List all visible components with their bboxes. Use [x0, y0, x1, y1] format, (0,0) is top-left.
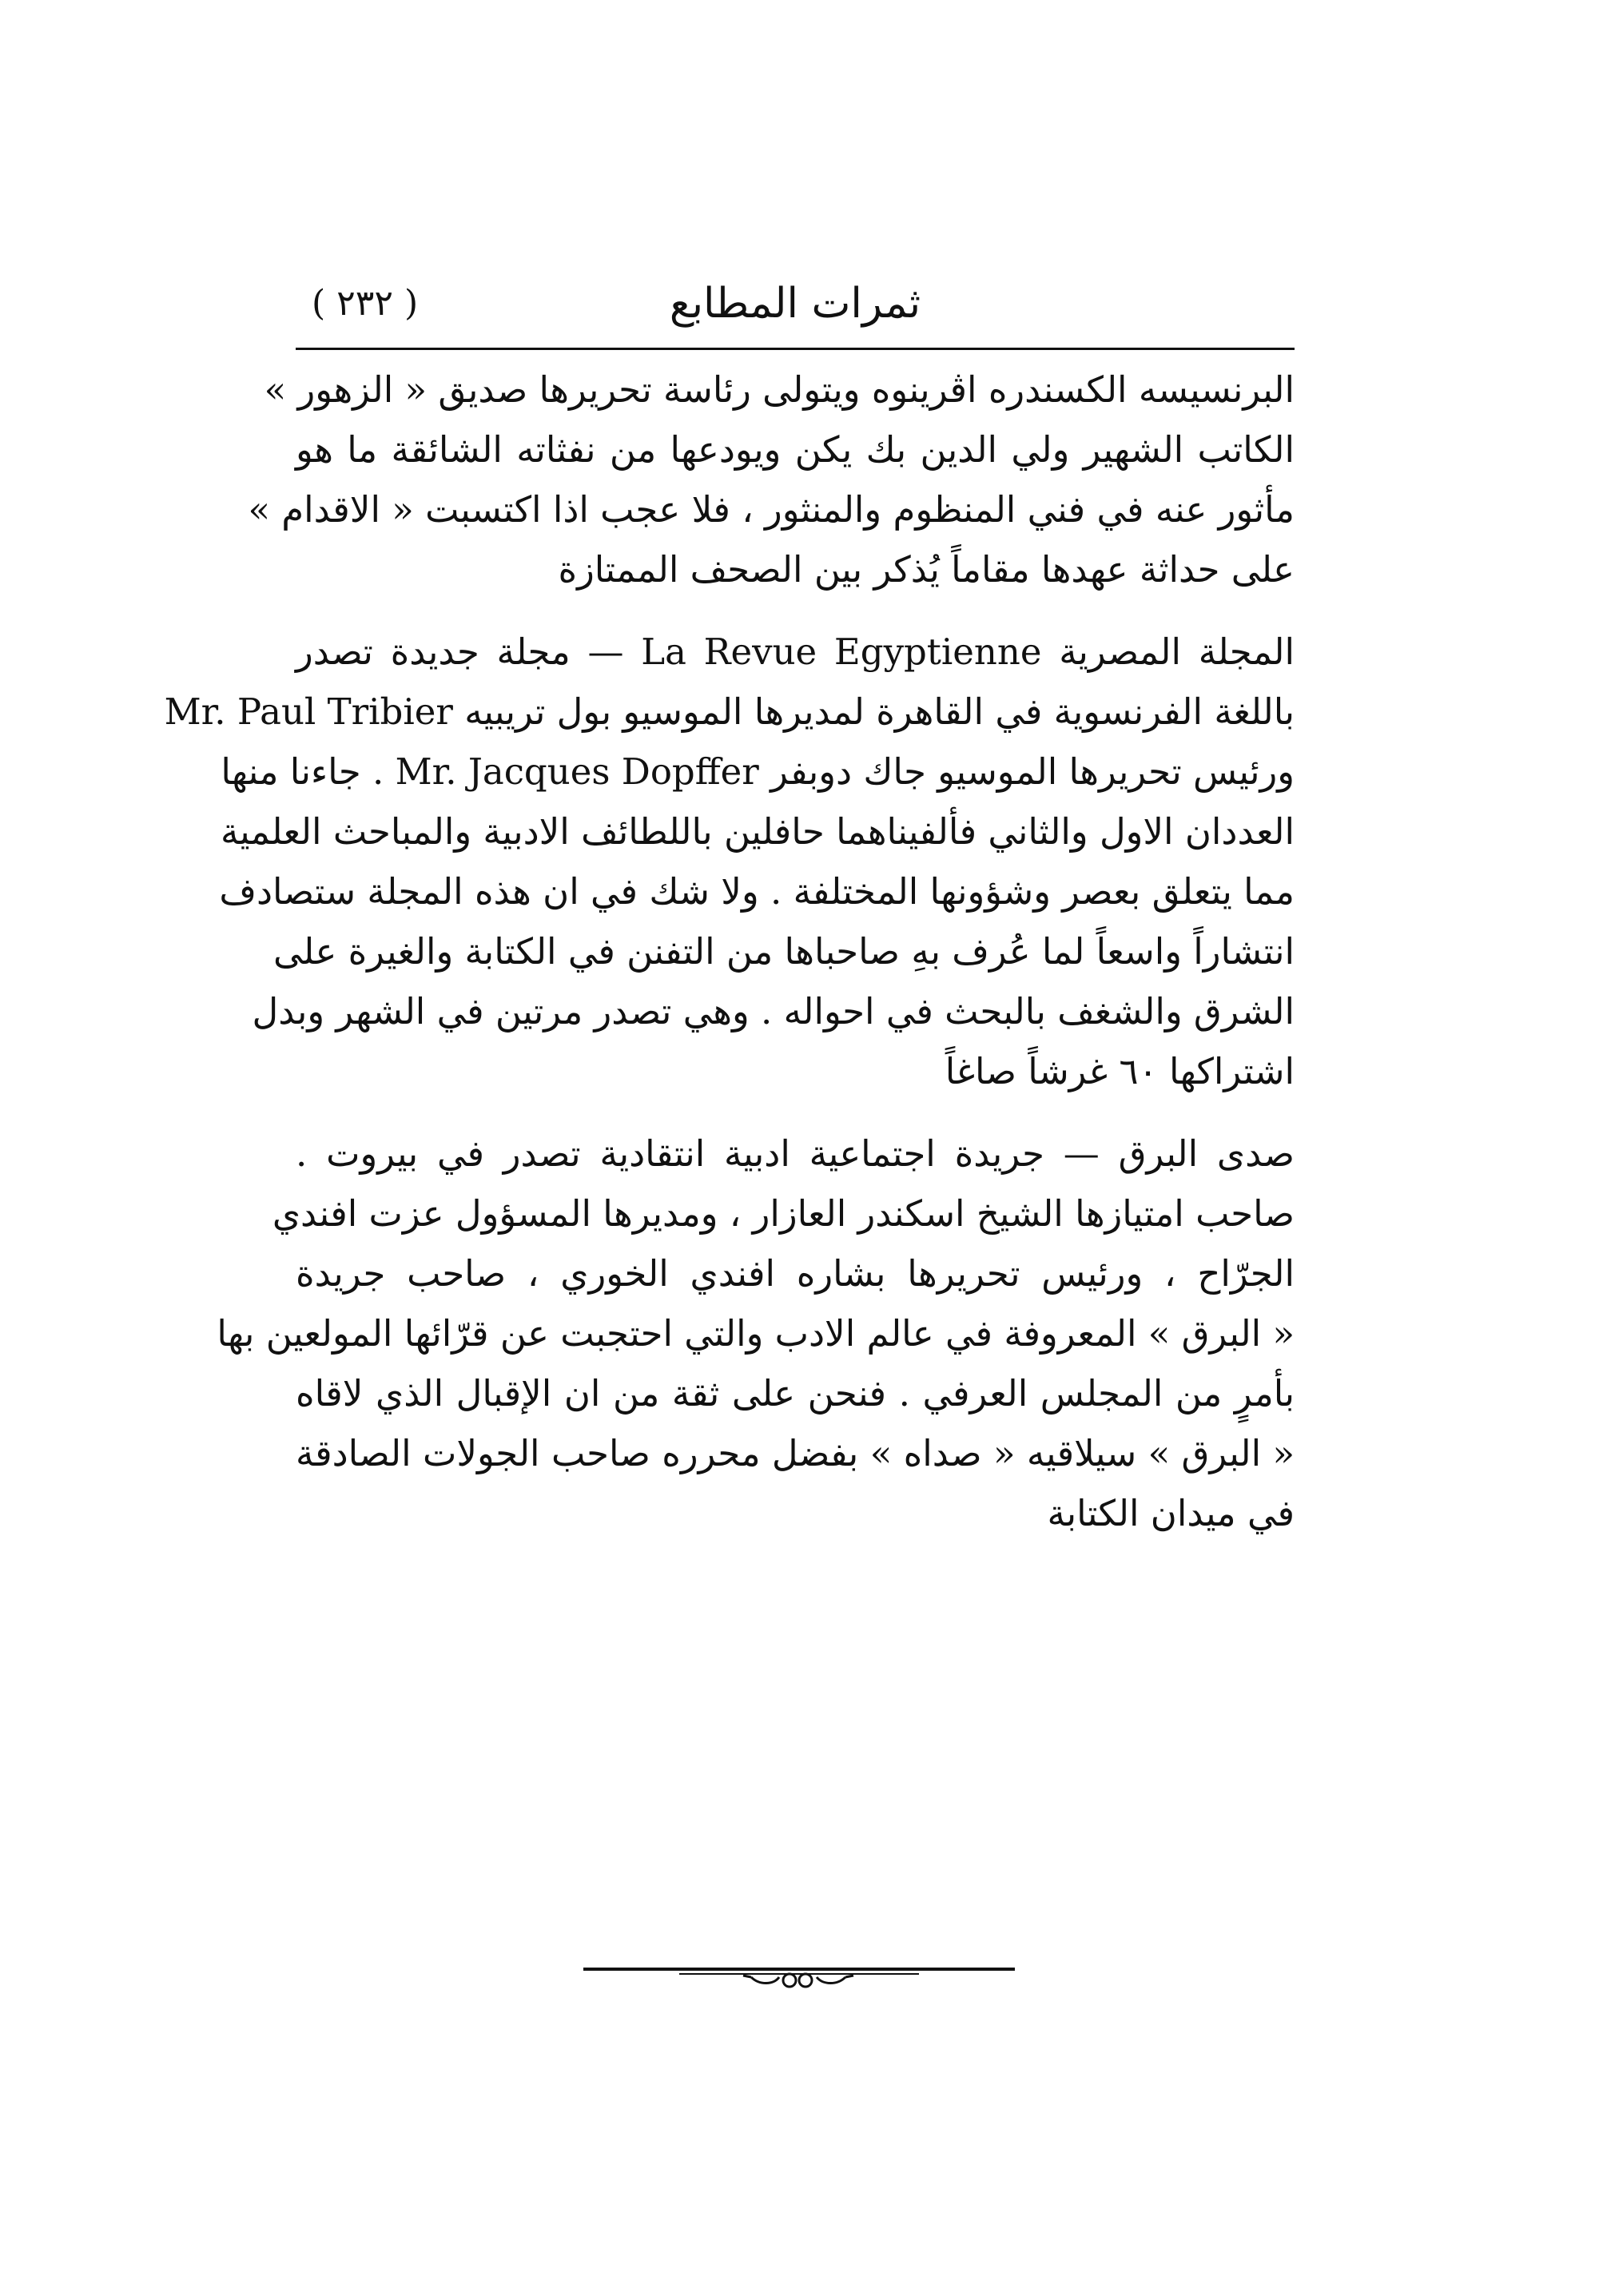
text-line: البرنسيسه الكسندره اڤرينوه ويتولى رئاسة تحريرها صديق « الزهور » — [264, 368, 1295, 411]
paragraph-gap — [296, 1101, 1295, 1124]
text-line: باللغة الفرنسوية في القاهرة لمديرها الموسيو بول تريبيه Mr. Paul Tribier — [164, 690, 1295, 733]
paragraph-gap — [296, 599, 1295, 622]
page-number: ( ٢٣٢ ) — [312, 283, 419, 324]
end-ornament-icon — [583, 1958, 1015, 1990]
text-line: الكاتب الشهير ولي الدين بك يكن ويودعها من نفثاته الشائقة ما هو — [296, 428, 1295, 471]
text-line: بأمرٍ من المجلس العرفي . فنحن على ثقة من ان الإقبال الذي لاقاه — [296, 1372, 1295, 1415]
page-header — [296, 268, 1295, 344]
text-line: العددان الاول والثاني فألفيناهما حافلين باللطائف الادبية والمباحث العلمية — [220, 810, 1295, 853]
text-line: على حداثة عهدها مقاماً يُذكر بين الصحف الممتازة — [558, 548, 1295, 591]
running-title: ثمرات المطابع — [669, 280, 921, 328]
header-rule — [296, 348, 1295, 350]
text-line: مما يتعلق بعصر وشؤونها المختلفة . ولا شك في ان هذه المجلة ستصادف — [219, 870, 1295, 913]
text-line: المجلة المصرية La Revue Egyptienne — مجلة جديدة تصدر — [296, 631, 1295, 673]
text-line: اشتراكها ٦٠ غرشاً صاغاً — [945, 1050, 1295, 1092]
text-line: « البرق » سيلاقيه « صداه » بفضل محرره صاحب الجولات الصادقة — [296, 1432, 1295, 1474]
text-line: صدى البرق — جريدة اجتماعية ادبية انتقادية تصدر في بيروت . — [296, 1132, 1295, 1175]
text-line: انتشاراً واسعاً لما عُرف بهِ صاحباها من التفنن في الكتابة والغيرة على — [273, 930, 1295, 973]
text-line: صاحب امتيازها الشيخ اسكندر العازار ، ومديرها المسؤول عزت افندي — [272, 1192, 1295, 1235]
text-line: « البرق » المعروفة في عالم الادب والتي احتجبت عن قرّائها المولعين بها — [217, 1312, 1295, 1355]
text-line: مأثور عنه في فني المنظوم والمنثور ، فلا عجب اذا اكتسبت « الاقدام » — [248, 488, 1295, 531]
text-line: الجرّاح ، ورئيس تحريرها بشاره افندي الخوري ، صاحب جريدة — [296, 1252, 1295, 1295]
text-line: ورئيس تحريرها الموسيو جاك دوبفر Mr. Jacques Dopffer . جاءنا منها — [221, 750, 1295, 793]
body-text — [164, 360, 1295, 1958]
text-line: الشرق والشغف بالبحث في احواله . وهي تصدر مرتين في الشهر وبدل — [252, 990, 1295, 1033]
text-line: في ميدان الكتابة — [1047, 1492, 1295, 1534]
